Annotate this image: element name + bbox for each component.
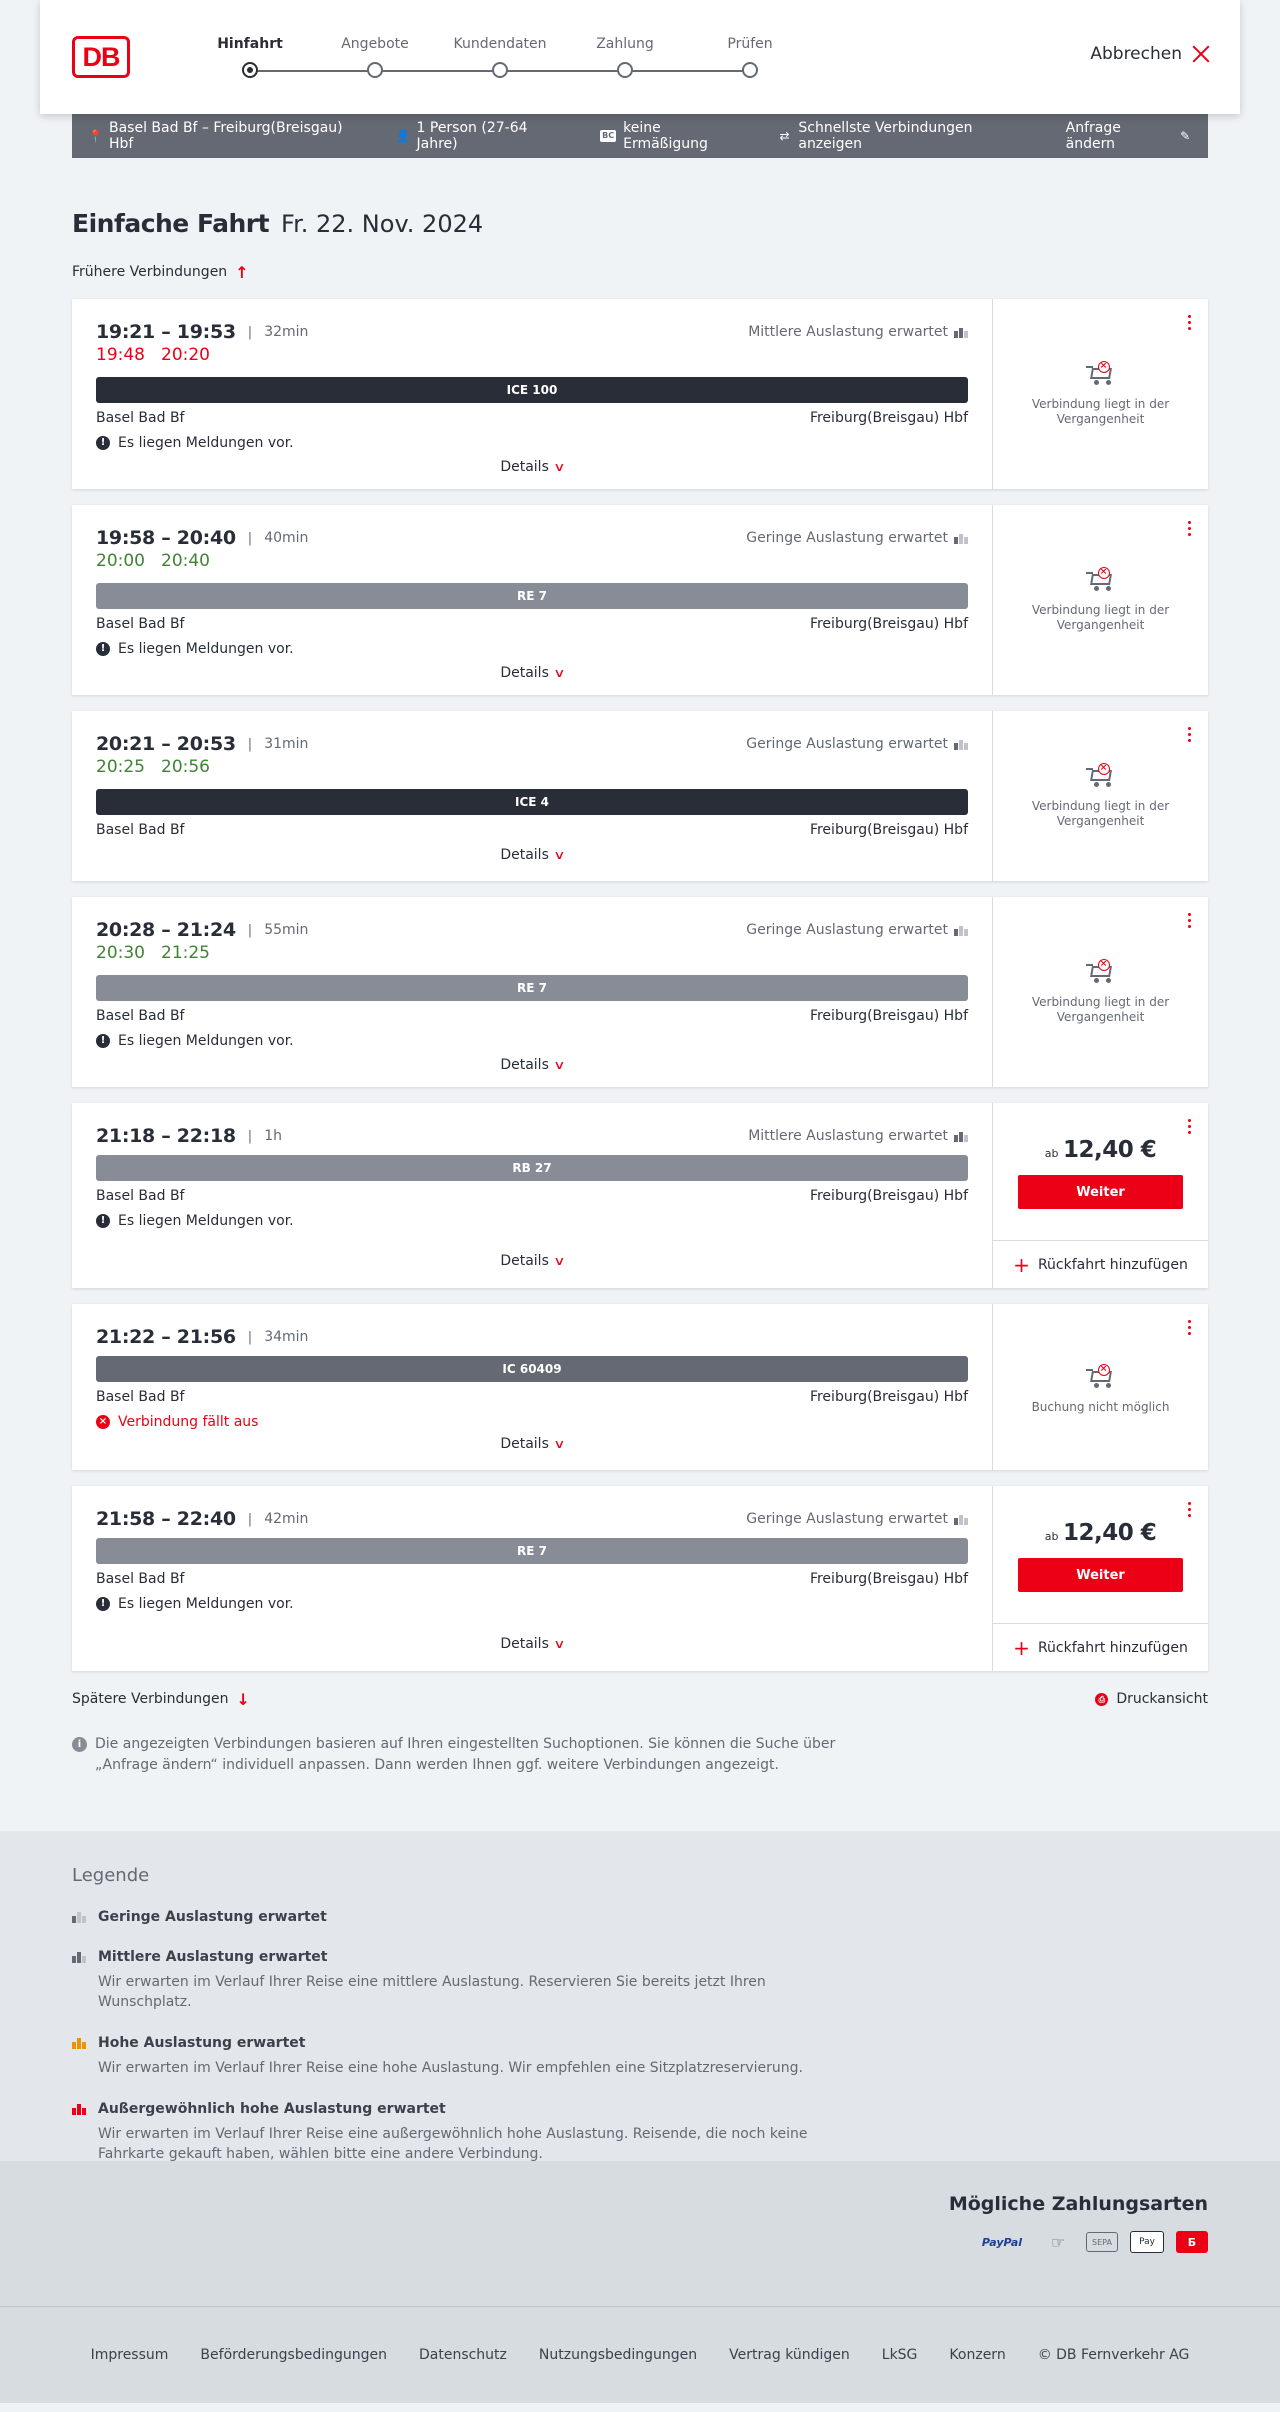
connection-times: 21:18 – 22:18 [96,1125,236,1147]
plus-icon: + [1013,1252,1030,1277]
train-bar[interactable]: RE 7 [96,975,968,1001]
occupancy-info: Geringe Auslastung erwartet [746,530,968,546]
connection-info: 20:28 – 21:24 | 55min Geringe Auslastung erwartet 20:30 21:25 RE 7 Basel Bad Bf Freiburg(Breisgau) Hbf ! Es liegen Meldungen vor. Details ∨ [72,897,992,1087]
step-pruefen: Prüfen [690,32,810,78]
search-option-summary: ⇄ Schnellste Verbindungen anzeigen [779,120,973,152]
medium-occupancy-icon [72,1951,88,1963]
high-occupancy-icon [72,2037,88,2049]
chevron-down-icon: ∨ [553,1437,566,1451]
payment-icons [72,2231,1208,2253]
connection-card [72,1103,1208,1288]
cancel-label: Abbrechen [1090,44,1182,64]
connection-card [72,505,1208,695]
step-dot [367,62,383,78]
swap-arrows-icon: ⇄ [779,129,790,143]
connection-duration: 31min [264,736,309,752]
stations: Basel Bad Bf Freiburg(Breisgau) Hbf [96,1389,968,1405]
legend-item-low: Geringe Auslastung erwartet [72,1908,1208,1926]
exclamation-icon: ! [96,436,110,450]
exclamation-icon: ! [96,1597,110,1611]
exclamation-icon: ! [96,642,110,656]
travel-date: Fr. 22. Nov. 2024 [281,210,484,238]
cancel-button[interactable] [1090,44,1210,64]
step-dot [742,62,758,78]
close-icon [1192,45,1210,63]
stations: Basel Bad Bf Freiburg(Breisgau) Hbf [96,1188,968,1204]
info-icon: i [72,1737,87,1752]
payment-title: Mögliche Zahlungsarten [948,2193,1208,2215]
chevron-down-icon: ∨ [553,460,566,474]
connection-card [72,897,1208,1087]
connection-times: 19:21 – 19:53 [96,321,236,343]
past-connection-notice: × Verbindung liegt in der Vergangenheit [1031,959,1170,1024]
details-toggle[interactable]: Details ∨ [500,847,566,863]
change-request-button[interactable]: Anfrage ändern ✎ [1065,120,1191,152]
connection-card [72,1486,1208,1671]
connection-times: 20:28 – 21:24 [96,919,236,941]
past-connection-notice: × Verbindung liegt in der Vergangenheit [1031,567,1170,632]
stations: Basel Bad Bf Freiburg(Breisgau) Hbf [96,616,968,632]
occupancy-info: Geringe Auslastung erwartet [746,922,968,938]
legend-item-high: Hohe Auslastung erwartet Wir erwarten im Verlauf Ihrer Reise eine hohe Auslastung. Wir empfehlen eine Sitzplatzreservierung. [72,2034,1208,2078]
add-return-button[interactable]: + Rückfahrt hinzufügen [993,1623,1208,1671]
legend-title: Legende [72,1865,150,1886]
connection-info: 21:22 – 21:56 | 34min IC 60409 Basel Bad Bf Freiburg(Breisgau) Hbf × Verbindung fällt aus Details ∨ [72,1304,992,1470]
step-dot [617,62,633,78]
footer-link-befoerderungsbedingungen[interactable]: Beförderungsbedingungen [200,2347,387,2363]
contactless-card-icon: ☞ [1050,2232,1066,2252]
sepa-direct-debit-icon: SEPA [1086,2232,1118,2252]
connection-times: 21:22 – 21:56 [96,1326,236,1348]
occupancy-icon [954,924,968,936]
train-bar[interactable]: ICE 100 [96,377,968,403]
realtime-times: 19:48 20:20 [96,345,210,365]
more-options-icon[interactable] [1186,1117,1192,1135]
footer-link-datenschutz[interactable]: Datenschutz [418,2347,507,2363]
bahncard-icon: BC [602,131,615,140]
step-dot [492,62,508,78]
traveller-summary: 👤 1 Person (27-64 Jahre) [395,120,528,152]
step-hinfahrt[interactable]: Hinfahrt [190,32,310,78]
message-notice: ! Es liegen Meldungen vor. [96,1031,968,1051]
cart-unavailable-icon: × [1088,569,1114,591]
connection-info: 20:21 – 20:53 | 31min Geringe Auslastung erwartet 20:25 20:56 ICE 4 Basel Bad Bf Freiburg(Breisgau) Hbf Details ∨ [72,711,992,881]
step-dot [242,62,258,78]
arrow-down-icon: ↓ [236,1689,250,1709]
past-connection-notice: × Verbindung liegt in der Vergangenheit [1031,763,1170,828]
connection-info: 21:18 – 22:18 | 1h Mittlere Auslastung erwartet RB 27 Basel Bad Bf Freiburg(Breisgau) Hbf ! Es liegen Meldungen vor. Details ∨ [72,1103,992,1288]
low-occupancy-icon [72,1911,88,1923]
paypal-icon: PayPal [981,2235,1023,2249]
legend-item-medium: Mittlere Auslastung erwartet Wir erwarten im Verlauf Ihrer Reise eine mittlere Auslastung. Reservieren Sie bereits jetzt Ihren Wunschplatz. [72,1948,1208,2012]
more-options-icon[interactable] [1186,725,1192,743]
stations: Basel Bad Bf Freiburg(Breisgau) Hbf [96,1008,968,1024]
train-bar[interactable]: ICE 4 [96,789,968,815]
cart-unavailable-icon: × [1088,961,1114,983]
connection-times: 19:58 – 20:40 [96,527,236,549]
step-angebote: Angebote [315,32,435,78]
arrow-up-icon: ↑ [235,262,249,282]
top-header [40,0,1240,114]
footer-link-vertrag-kuendigen[interactable]: Vertrag kündigen [729,2347,850,2363]
connection-duration: 42min [264,1511,309,1527]
train-bar[interactable]: RE 7 [96,583,968,609]
train-bar[interactable]: RB 27 [96,1155,968,1181]
exclamation-icon: ! [96,1214,110,1228]
continue-button[interactable]: Weiter [1018,1558,1183,1592]
footer-link-impressum[interactable]: Impressum [90,2347,169,2363]
price-value: 12,40 € [1062,1137,1157,1163]
stations: Basel Bad Bf Freiburg(Breisgau) Hbf [96,1571,968,1587]
realtime-times: 20:25 20:56 [96,757,210,777]
more-options-icon[interactable] [1186,911,1192,929]
progress-stepper [210,32,773,82]
continue-button[interactable]: Weiter [1018,1175,1183,1209]
info-note: i Die angezeigten Verbindungen basieren auf Ihren eingestellten Suchoptionen. Sie können die Suche über „Anfrage ändern“ individuell anpassen. Dann werden Ihnen ggf. weitere Verbindungen angezeigt. [72,1734,1208,1776]
earlier-connections-link[interactable]: Frühere Verbindungen ↑ [72,262,249,282]
more-options-icon[interactable] [1186,1318,1192,1336]
realtime-times: 20:30 21:25 [96,943,210,963]
message-notice: ! Es liegen Meldungen vor. [96,639,968,659]
offer-panel [992,897,1208,1087]
occupancy-icon [954,1130,968,1142]
price-value: 12,40 € [1062,1520,1157,1546]
exclamation-icon: ! [96,1034,110,1048]
add-return-button[interactable]: + Rückfahrt hinzufügen [993,1240,1208,1288]
connection-times: 20:21 – 20:53 [96,733,236,755]
payment-methods-section [0,2161,1280,2306]
very-high-occupancy-icon [72,2103,88,2115]
connection-duration: 40min [264,530,309,546]
occupancy-icon [954,326,968,338]
offer-panel [992,711,1208,881]
footer-link-lksg[interactable]: LkSG [881,2347,918,2363]
connection-times: 21:58 – 22:40 [96,1508,236,1530]
footer-link-nutzungsbedingungen[interactable]: Nutzungsbedingungen [538,2347,698,2363]
page-title: Einfache Fahrt Fr. 22. Nov. 2024 [72,209,484,238]
past-connection-notice: × Verbindung liegt in der Vergangenheit [1031,361,1170,426]
connection-duration: 1h [264,1128,282,1144]
person-icon: 👤 [395,129,411,143]
footer-copyright: © DB Fernverkehr AG [1037,2347,1190,2363]
main-content [72,209,1208,1671]
details-toggle[interactable]: Details ∨ [500,1057,566,1073]
connection-duration: 32min [264,324,309,340]
cancel-circle-icon: × [96,1415,110,1429]
location-pin-icon: 📍 [88,129,103,143]
plus-icon: + [1013,1635,1030,1660]
stations: Basel Bad Bf Freiburg(Breisgau) Hbf [96,822,968,838]
connection-duration: 55min [264,922,309,938]
occupancy-icon [954,1513,968,1525]
more-options-icon[interactable] [1186,313,1192,331]
offer-panel [992,505,1208,695]
chevron-down-icon: ∨ [553,1254,566,1268]
offer-panel [992,299,1208,489]
more-options-icon[interactable] [1186,1500,1192,1518]
route-summary: 📍 Basel Bad Bf – Freiburg(Breisgau) Hbf [88,120,343,152]
details-toggle[interactable]: Details ∨ [500,459,566,475]
details-toggle[interactable]: Details ∨ [500,1436,566,1452]
search-summary-bar [72,114,1208,158]
message-notice: ! Es liegen Meldungen vor. [96,1594,968,1614]
occupancy-info: Mittlere Auslastung erwartet [748,1128,968,1144]
message-notice: ! Es liegen Meldungen vor. [96,433,968,453]
message-notice: ! Es liegen Meldungen vor. [96,1211,968,1231]
train-bar[interactable]: RE 7 [96,1538,968,1564]
printer-icon: ⎙ [1095,1693,1108,1706]
pencil-icon: ✎ [1180,129,1191,143]
realtime-times: 20:00 20:40 [96,551,210,571]
connection-card [72,711,1208,881]
offer-panel [992,1304,1208,1470]
legend-section [0,1831,1280,2161]
connection-info: 19:58 – 20:40 | 40min Geringe Auslastung erwartet 20:00 20:40 RE 7 Basel Bad Bf Freiburg(Breisgau) Hbf ! Es liegen Meldungen vor. Details ∨ [72,505,992,695]
price-box: ab 12,40 € Weiter [993,1520,1208,1592]
train-bar[interactable]: IC 60409 [96,1356,968,1382]
details-toggle[interactable]: Details ∨ [500,1253,566,1269]
apple-pay-icon: Pay [1130,2231,1164,2253]
more-options-icon[interactable] [1186,519,1192,537]
details-toggle[interactable]: Details ∨ [500,1636,566,1652]
booking-unavailable-notice: × Buchung nicht möglich [1031,1364,1170,1414]
db-payment-icon: Ƃ [1176,2231,1208,2253]
legend-item-very-high: Außergewöhnlich hohe Auslastung erwartet Wir erwarten im Verlauf Ihrer Reise eine außergewöhnlich hohe Auslastung. Reisende, die noch keine Fahrkarte gekauft haben, wählen bitte eine andere Verbindung. [72,2100,1208,2164]
discount-summary: BC keine Ermäßigung [602,120,708,152]
chevron-down-icon: ∨ [553,848,566,862]
step-kundendaten: Kundendaten [440,32,560,78]
occupancy-icon [954,532,968,544]
cart-unavailable-icon: × [1088,1366,1114,1388]
connection-card [72,299,1208,489]
cancellation-notice: × Verbindung fällt aus [96,1412,968,1432]
cart-unavailable-icon: × [1088,765,1114,787]
price-box: ab 12,40 € Weiter [993,1137,1208,1209]
offer-panel [992,1103,1208,1288]
db-logo[interactable]: DB [72,36,130,78]
chevron-down-icon: ∨ [553,1058,566,1072]
step-zahlung: Zahlung [565,32,685,78]
chevron-down-icon: ∨ [553,1637,566,1651]
later-connections-link[interactable]: Spätere Verbindungen ↓ [72,1689,250,1709]
offer-panel [992,1486,1208,1671]
details-toggle[interactable]: Details ∨ [500,665,566,681]
occupancy-icon [954,738,968,750]
footer-link-konzern[interactable]: Konzern [949,2347,1006,2363]
occupancy-info: Geringe Auslastung erwartet [746,1511,968,1527]
connection-info: 21:58 – 22:40 | 42min Geringe Auslastung erwartet RE 7 Basel Bad Bf Freiburg(Breisgau) Hbf ! Es liegen Meldungen vor. Details ∨ [72,1486,992,1671]
connection-info: 19:21 – 19:53 | 32min Mittlere Auslastung erwartet 19:48 20:20 ICE 100 Basel Bad Bf Freiburg(Breisgau) Hbf ! Es liegen Meldungen vor. Details ∨ [72,299,992,489]
stations: Basel Bad Bf Freiburg(Breisgau) Hbf [96,410,968,426]
occupancy-info: Mittlere Auslastung erwartet [748,324,968,340]
pagination-links [72,1688,1208,1710]
connection-duration: 34min [264,1329,309,1345]
occupancy-info: Geringe Auslastung erwartet [746,736,968,752]
chevron-down-icon: ∨ [553,666,566,680]
cart-unavailable-icon: × [1088,363,1114,385]
connection-card [72,1304,1208,1470]
print-view-link[interactable]: ⎙ Druckansicht [1095,1688,1208,1710]
footer [0,2306,1280,2403]
